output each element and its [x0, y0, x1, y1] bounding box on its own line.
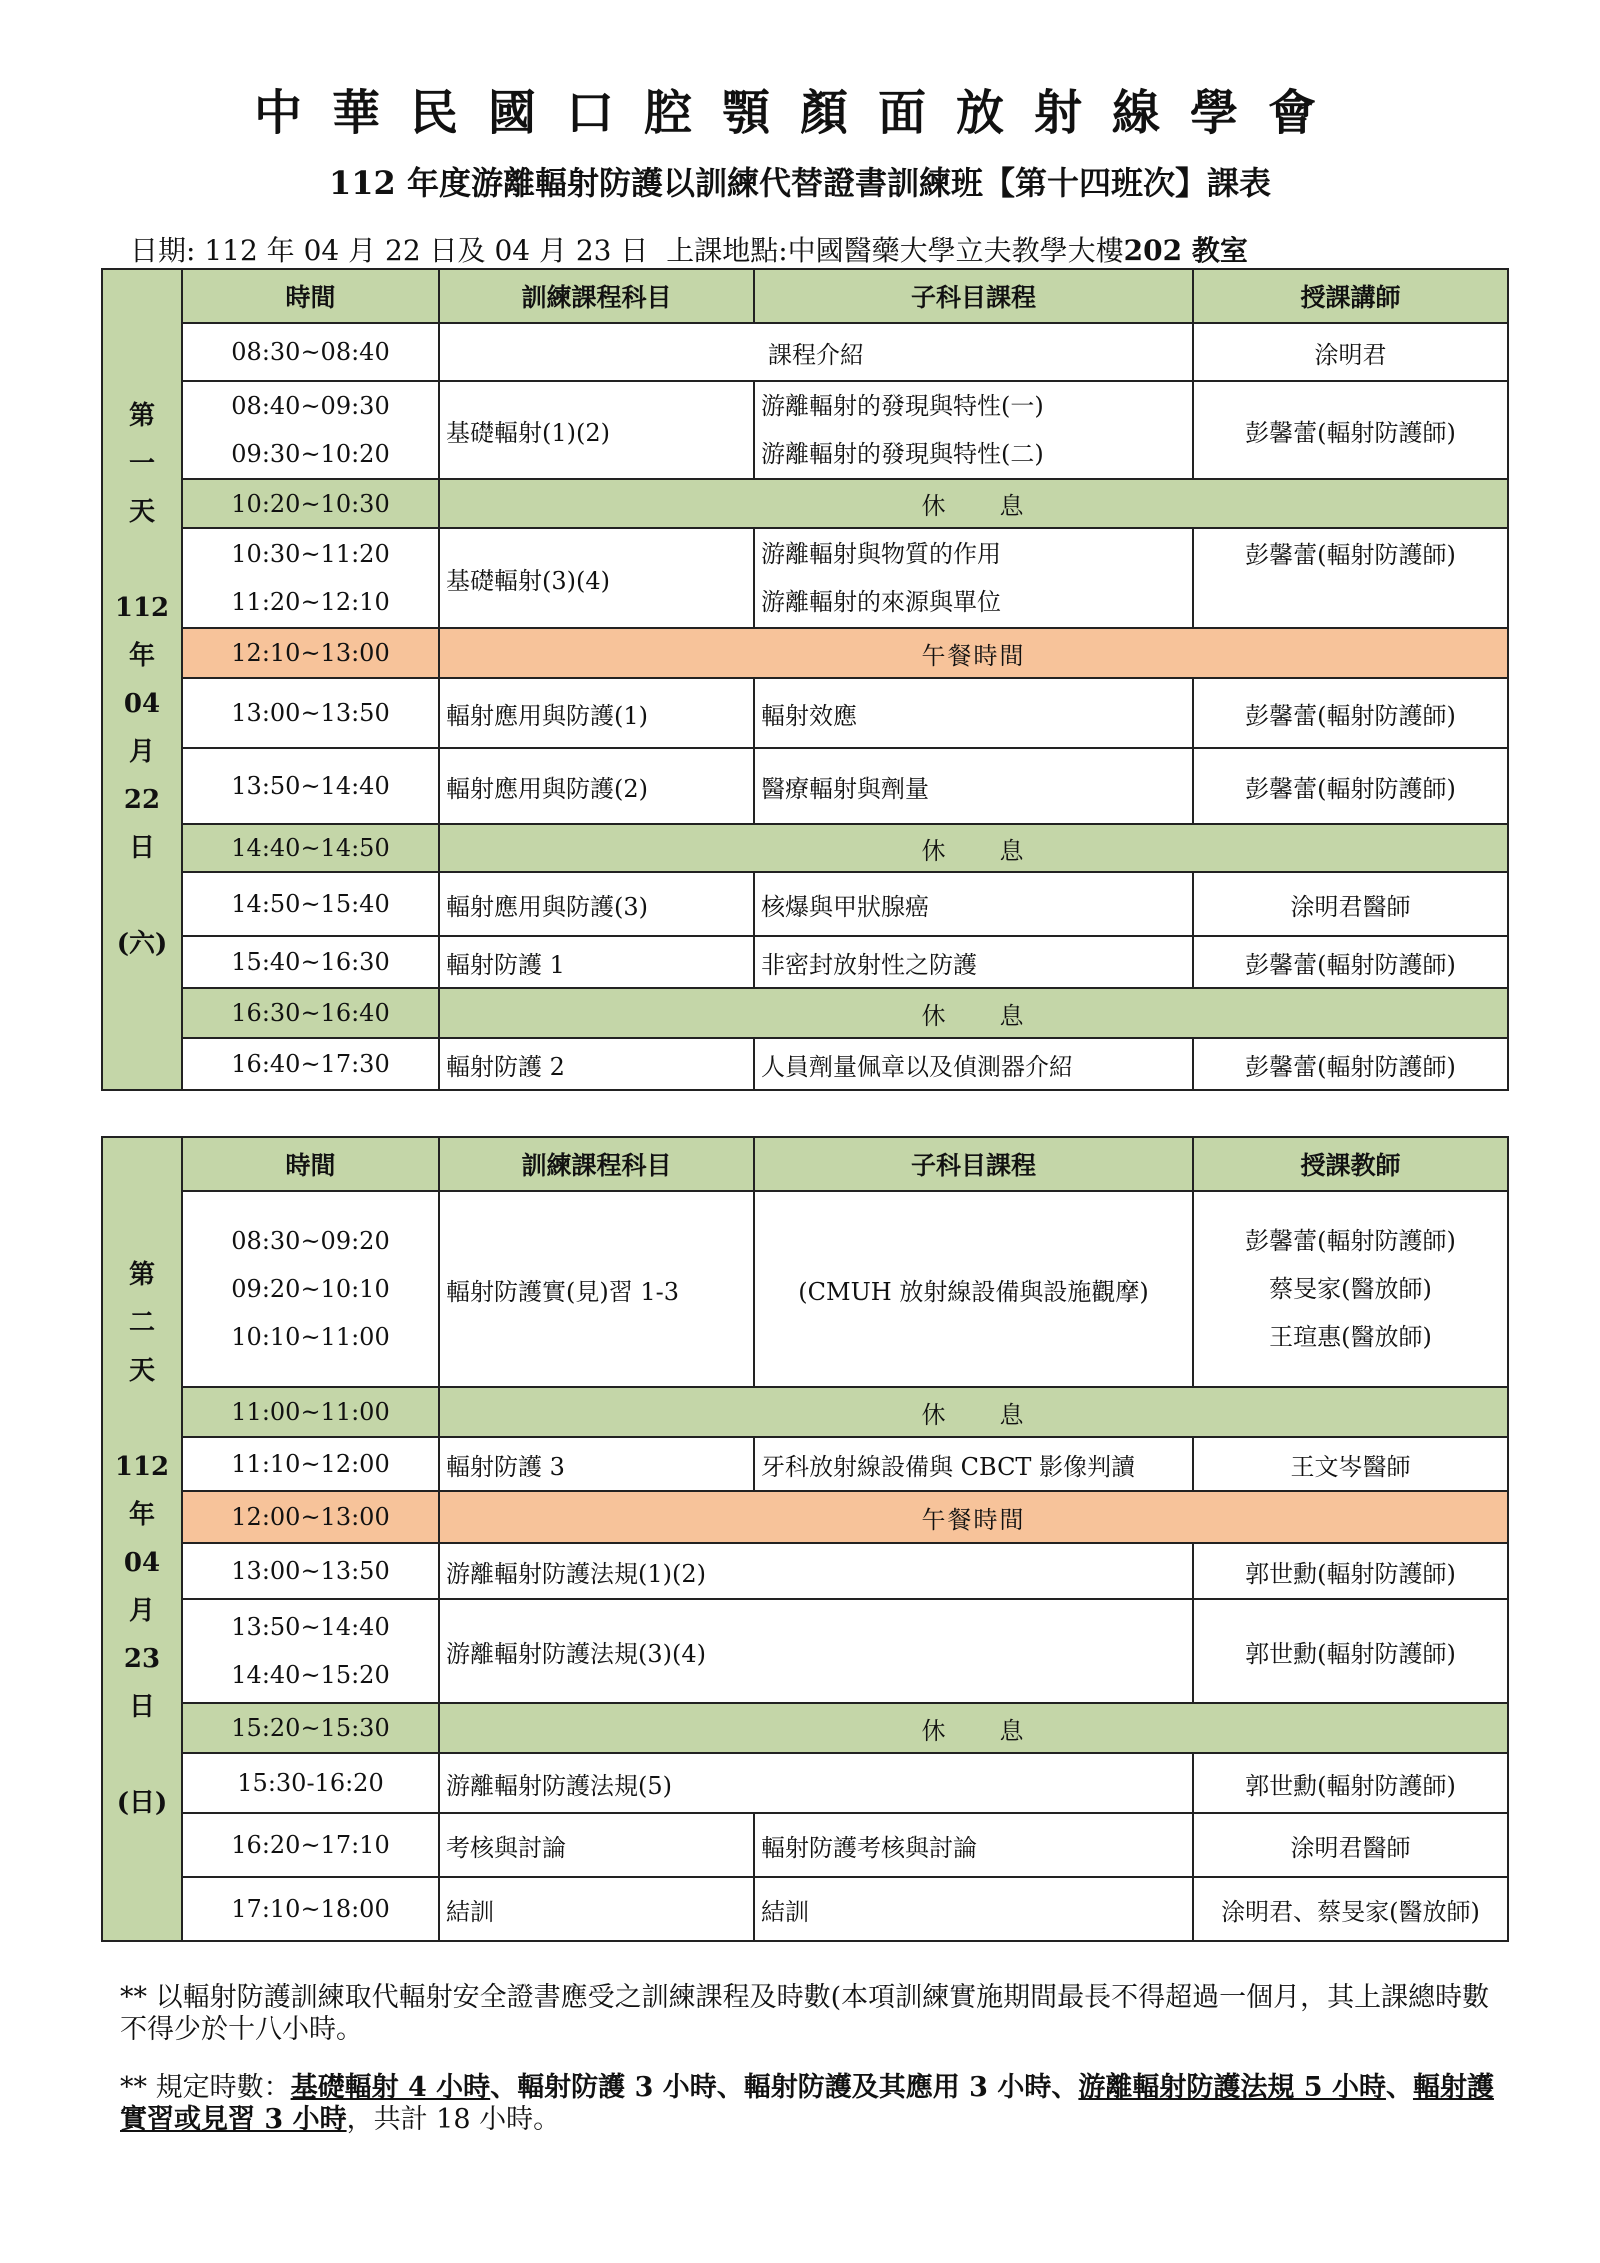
table-row: [102, 528, 1508, 628]
day2-header-row: [102, 1137, 1508, 1191]
subject-cell: 基礎輻射(1)(2): [439, 381, 754, 479]
col-header-teacher: 授課教師: [1193, 1137, 1508, 1191]
lunch-label: 午餐時間: [439, 1491, 1508, 1543]
time-cell: 08:30~09:20 09:20~10:10 10:10~11:00: [182, 1191, 439, 1387]
subject-cell: 游離輻射防護法規(1)(2): [439, 1543, 1193, 1599]
subject-cell: 游離輻射防護法規(5): [439, 1753, 1193, 1813]
teacher-cell: 彭馨蕾(輻射防護師): [1193, 936, 1508, 988]
time-cell: 10:20~10:30: [182, 479, 439, 528]
course-cell: 課程介紹: [439, 323, 1193, 381]
time-cell: 13:00~13:50: [182, 1543, 439, 1599]
day1-header-row: [102, 269, 1508, 323]
day1-day-label: 第 一 天 112 年 04 月 22 日 (六): [102, 269, 182, 1090]
teacher-cell: 郭世勳(輻射防護師): [1193, 1543, 1508, 1599]
course-cell: (CMUH 放射線設備與設施觀摩): [754, 1191, 1193, 1387]
course-cell: 結訓: [754, 1877, 1193, 1941]
lunch-row: [102, 1491, 1508, 1543]
break-label: 休 息: [439, 1387, 1508, 1437]
course-cell: 游離輻射與物質的作用 游離輻射的來源與單位: [754, 528, 1193, 628]
subject-cell: 輻射應用與防護(2): [439, 748, 754, 824]
table-row: [102, 1543, 1508, 1599]
col-header-course: 子科目課程: [754, 269, 1193, 323]
break-row: [102, 1387, 1508, 1437]
teacher-cell: 彭馨蕾(輻射防護師): [1193, 748, 1508, 824]
time-cell: 11:00~11:00: [182, 1387, 439, 1437]
col-header-time: 時間: [182, 269, 439, 323]
break-row: [102, 1703, 1508, 1753]
teacher-cell: 涂明君: [1193, 323, 1508, 381]
time-cell: 13:00~13:50: [182, 678, 439, 748]
time-cell: 11:10~12:00: [182, 1437, 439, 1491]
time-cell: 13:50~14:40: [182, 748, 439, 824]
col-header-course: 子科目課程: [754, 1137, 1193, 1191]
table-row: [102, 323, 1508, 381]
col-header-time: 時間: [182, 1137, 439, 1191]
subject-cell: 游離輻射防護法規(3)(4): [439, 1599, 1193, 1703]
subject-cell: 輻射防護實(見)習 1-3: [439, 1191, 754, 1387]
teacher-cell: 涂明君醫師: [1193, 872, 1508, 936]
table-row: [102, 1038, 1508, 1090]
course-cell: 輻射防護考核與討論: [754, 1813, 1193, 1877]
time-cell: 08:30~08:40: [182, 323, 439, 381]
subject-cell: 輻射防護 3: [439, 1437, 754, 1491]
subject-cell: 結訓: [439, 1877, 754, 1941]
col-header-teacher: 授課講師: [1193, 269, 1508, 323]
course-cell: 牙科放射線設備與 CBCT 影像判讀: [754, 1437, 1193, 1491]
time-cell: 12:00~13:00: [182, 1491, 439, 1543]
course-cell: 人員劑量佩章以及偵測器介紹: [754, 1038, 1193, 1090]
day2-day-label: 第 二 天 112 年 04 月 23 日 (日): [102, 1137, 182, 1941]
teacher-cell: 彭馨蕾(輻射防護師): [1193, 1038, 1508, 1090]
teacher-cell: 彭馨蕾(輻射防護師): [1193, 381, 1508, 479]
col-header-subject: 訓練課程科目: [439, 269, 754, 323]
teacher-cell: 王文岑醫師: [1193, 1437, 1508, 1491]
teacher-cell: 彭馨蕾(輻射防護師) 蔡旻家(醫放師) 王瑄惠(醫放師): [1193, 1191, 1508, 1387]
break-label: 休 息: [439, 824, 1508, 872]
time-cell: 16:20~17:10: [182, 1813, 439, 1877]
time-cell: 14:40~14:50: [182, 824, 439, 872]
note-2: ** 規定時數：基礎輻射 4 小時、輻射防護 3 小時、輻射防護及其應用 3 小時、游離輻射防護法規 5 小時、輻射護實習或見習 3 小時，共計 18 小時。: [120, 2072, 1494, 2135]
table-row: [102, 1599, 1508, 1703]
lunch-row: [102, 628, 1508, 678]
table-row: [102, 1191, 1508, 1387]
course-cell: 非密封放射性之防護: [754, 936, 1193, 988]
day2-schedule-table: [101, 1136, 1509, 1942]
page-title: 中華民國口腔顎顏面放射線學會: [253, 85, 1346, 141]
time-cell: 15:40~16:30: [182, 936, 439, 988]
table-row: [102, 748, 1508, 824]
table-row: [102, 1813, 1508, 1877]
lunch-label: 午餐時間: [439, 628, 1508, 678]
day1-schedule-table: [101, 268, 1509, 1091]
break-label: 休 息: [439, 1703, 1508, 1753]
teacher-cell: 彭馨蕾(輻射防護師): [1193, 678, 1508, 748]
time-cell: 13:50~14:40 14:40~15:20: [182, 1599, 439, 1703]
subject-cell: 考核與討論: [439, 1813, 754, 1877]
table-row: [102, 381, 1508, 479]
col-header-subject: 訓練課程科目: [439, 1137, 754, 1191]
venue-text: 上課地點:中國醫藥大學立夫教學大樓: [666, 234, 1124, 267]
subject-cell: 輻射應用與防護(1): [439, 678, 754, 748]
date-venue-line: [130, 229, 1248, 269]
teacher-cell: 郭世勳(輻射防護師): [1193, 1599, 1508, 1703]
time-cell: 10:30~11:20 11:20~12:10: [182, 528, 439, 628]
table-row: [102, 936, 1508, 988]
course-cell: 醫療輻射與劑量: [754, 748, 1193, 824]
teacher-cell: 彭馨蕾(輻射防護師): [1193, 528, 1508, 628]
subject-cell: 基礎輻射(3)(4): [439, 528, 754, 628]
time-cell: 08:40~09:30 09:30~10:20: [182, 381, 439, 479]
break-label: 休 息: [439, 988, 1508, 1038]
subject-cell: 輻射應用與防護(3): [439, 872, 754, 936]
course-cell: 核爆與甲狀腺癌: [754, 872, 1193, 936]
teacher-cell: 涂明君醫師: [1193, 1813, 1508, 1877]
table-row: [102, 1753, 1508, 1813]
room-text: 202 教室: [1123, 234, 1248, 267]
time-cell: 16:40~17:30: [182, 1038, 439, 1090]
time-cell: 17:10~18:00: [182, 1877, 439, 1941]
break-row: [102, 988, 1508, 1038]
break-row: [102, 824, 1508, 872]
table-row: [102, 872, 1508, 936]
teacher-cell: 郭世勳(輻射防護師): [1193, 1753, 1508, 1813]
table-row: [102, 1877, 1508, 1941]
teacher-cell: 涂明君、蔡旻家(醫放師): [1193, 1877, 1508, 1941]
subject-cell: 輻射防護 1: [439, 936, 754, 988]
note-1: ** 以輻射防護訓練取代輻射安全證書應受之訓練課程及時數(本項訓練實施期間最長不得超過一個月，其上課總時數不得少於十八小時。: [120, 1982, 1490, 2045]
time-cell: 12:10~13:00: [182, 628, 439, 678]
break-row: [102, 479, 1508, 528]
table-row: [102, 678, 1508, 748]
course-cell: 游離輻射的發現與特性(一) 游離輻射的發現與特性(二): [754, 381, 1193, 479]
time-cell: 15:30-16:20: [182, 1753, 439, 1813]
time-cell: 14:50~15:40: [182, 872, 439, 936]
break-label: 休 息: [439, 479, 1508, 528]
page-subtitle: 112 年度游離輻射防護以訓練代替證書訓練班【第十四班次】課表: [329, 164, 1271, 202]
subject-cell: 輻射防護 2: [439, 1038, 754, 1090]
time-cell: 16:30~16:40: [182, 988, 439, 1038]
date-text: 日期: 112 年 04 月 22 日及 04 月 23 日: [130, 234, 649, 267]
time-cell: 15:20~15:30: [182, 1703, 439, 1753]
course-cell: 輻射效應: [754, 678, 1193, 748]
table-row: [102, 1437, 1508, 1491]
